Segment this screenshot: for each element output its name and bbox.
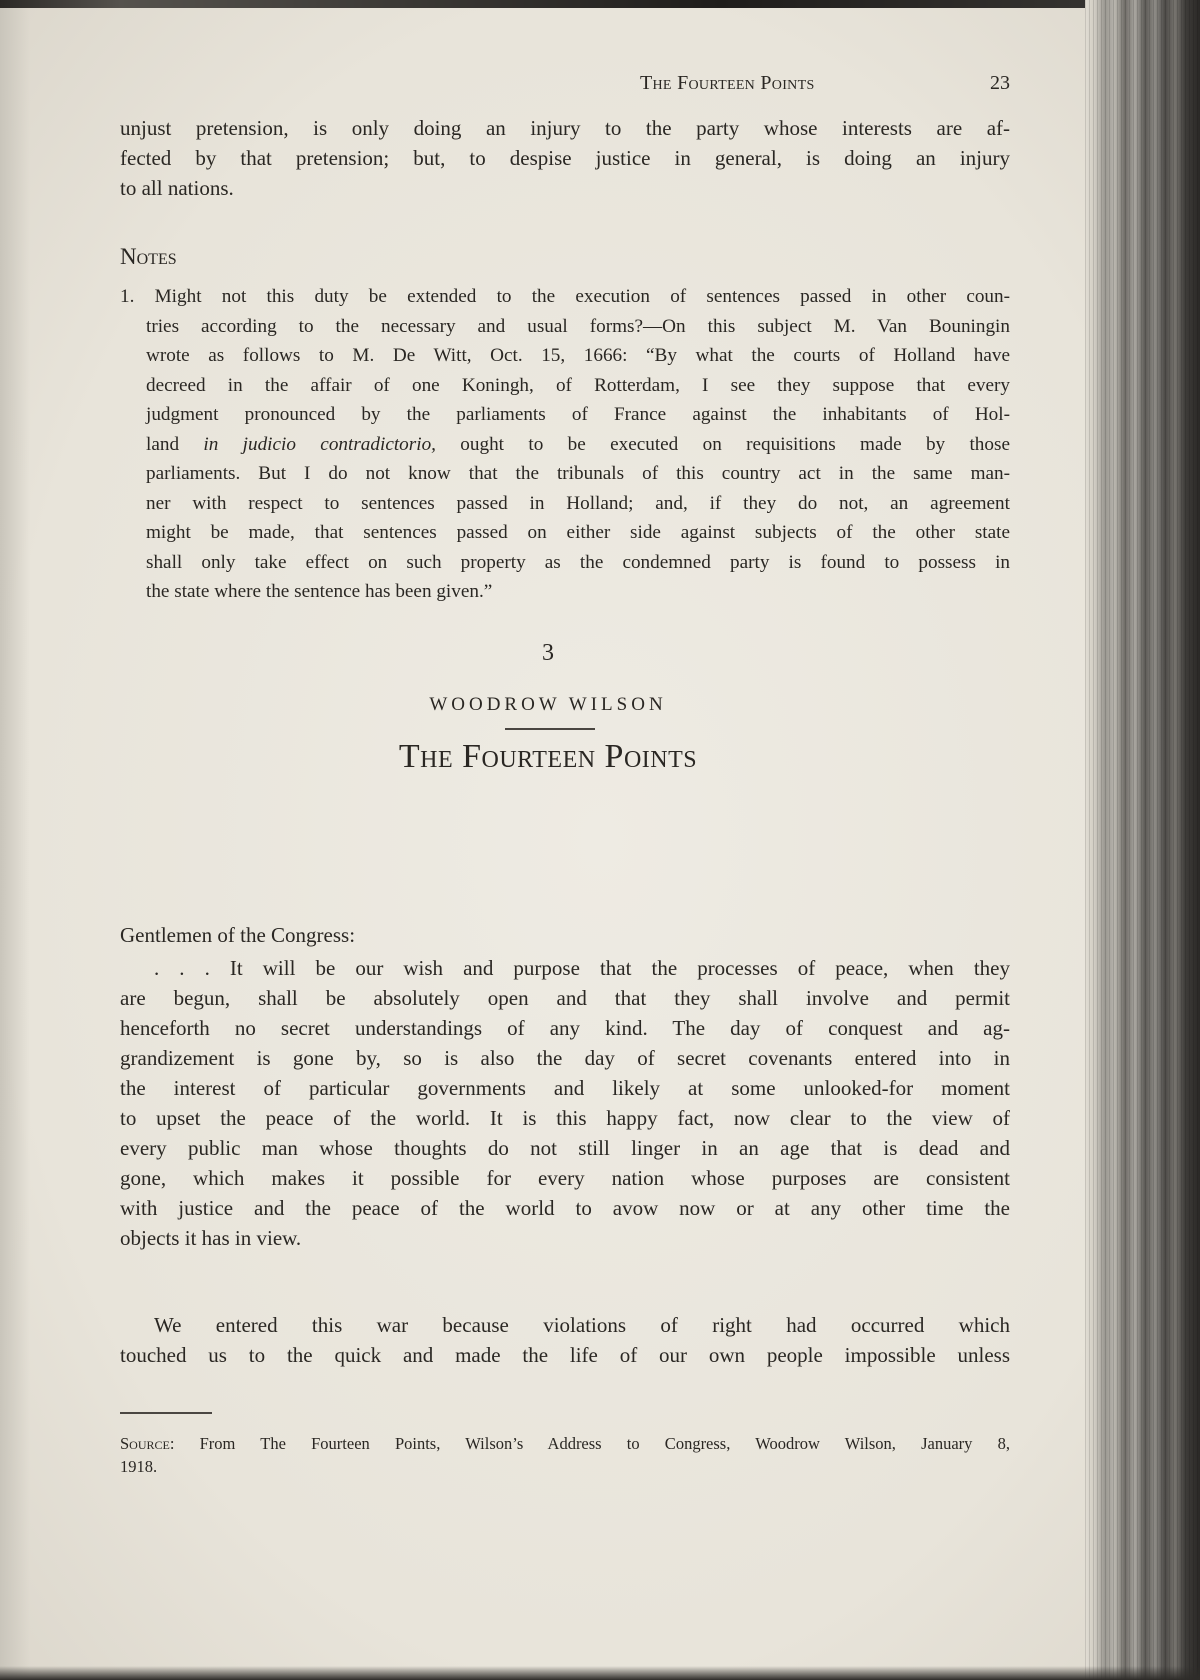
body-paragraph: [120, 1310, 1010, 1370]
text-line: objects it has in view.: [120, 1226, 302, 1250]
text-line: the interest of particular governments and likely at some unlooked-for moment: [120, 1076, 1010, 1100]
source-line: Source: From The Fourteen Points, Wilson’s Address to Congress, Woodrow Wilson, January 8,: [120, 1434, 1010, 1453]
note-number: 1.: [120, 286, 135, 307]
book-page-edges: [1085, 0, 1200, 1680]
note-line: ner with respect to sentences passed in Holland; and, if they do not, an agreement: [146, 492, 1010, 514]
chapter-title: The Fourteen Points: [398, 738, 698, 775]
note-line: shall only take effect on such property as the condemned party is found to possess in: [146, 551, 1010, 573]
text-line: touched us to the quick and made the life of our own people impossible unless: [120, 1343, 1010, 1367]
text-line: fected by that pretension; but, to despise justice in general, is doing an injury: [120, 146, 1010, 170]
text-line: every public man whose thoughts do not still linger in an age that is dead and: [120, 1136, 1010, 1160]
source-line: 1918.: [120, 1457, 158, 1476]
note-line: decreed in the affair of one Koningh, of Rotterdam, I see they suppose that every: [146, 374, 1010, 396]
note-line: the state where the sentence has been given.”: [146, 581, 493, 602]
latin-phrase: in judicio contradictorio,: [203, 433, 436, 455]
note-line: judgment pronounced by the parliaments of France against the inhabitants of Hol-: [146, 404, 1010, 425]
text-line: gone, which makes it possible for every nation whose purposes are consistent: [120, 1166, 1010, 1190]
scan-top-edge: [0, 0, 1200, 8]
salutation: Gentlemen of the Congress:: [120, 923, 356, 947]
page-number: 23: [990, 72, 1010, 94]
text-line: We entered this war because violations of right had occurred which: [154, 1313, 1010, 1337]
note-line: parliaments. But I do not know that the tribunals of this country act in the same man-: [146, 463, 1010, 484]
chapter-number: 3: [542, 640, 554, 666]
note-line: land in judicio contradictorio, ought to be executed on requisitions made by those: [146, 433, 1010, 455]
scan-bottom-edge: [0, 1666, 1200, 1680]
note-item: [120, 282, 1010, 607]
text-line: . . . It will be our wish and purpose that the processes of peace, when they: [154, 956, 1010, 980]
text-line: with justice and the peace of the world to avow now or at any other time the: [120, 1196, 1010, 1220]
text-line: to upset the peace of the world. It is this happy fact, now clear to the view of: [120, 1106, 1010, 1130]
running-head-title: The Fourteen Points: [640, 72, 815, 94]
footnote-rule: [120, 1412, 212, 1414]
note-line: 1. Might not this duty be extended to the execution of sentences passed in other coun-: [120, 286, 1011, 307]
author-rule: [505, 728, 595, 730]
text-line: henceforth no secret understandings of any kind. The day of conquest and ag-: [120, 1016, 1010, 1040]
text-line: unjust pretension, is only doing an injury to the party whose interests are af-: [120, 116, 1010, 140]
running-head: [640, 72, 1010, 95]
note-line: wrote as follows to M. De Witt, Oct. 15, 1666: “By what the courts of Holland have: [146, 345, 1010, 366]
text-line: are begun, shall be absolutely open and that they shall involve and permit: [120, 986, 1010, 1010]
source-label: Source:: [120, 1434, 175, 1453]
text-line: to all nations.: [120, 176, 234, 200]
note-line: tries according to the necessary and usual forms?—On this subject M. Van Bouningin: [146, 315, 1010, 337]
intro-paragraph: [120, 113, 1010, 203]
note-line: might be made, that sentences passed on either side against subjects of the other state: [146, 522, 1010, 543]
source-note: [120, 1432, 1010, 1478]
chapter-author: WOODROW WILSON: [429, 694, 667, 715]
notes-heading: Notes: [120, 244, 177, 269]
page-gutter-shadow: [0, 0, 30, 1680]
body-paragraph: [120, 953, 1010, 1253]
text-line: grandizement is gone by, so is also the day of secret covenants entered into in: [120, 1046, 1010, 1070]
